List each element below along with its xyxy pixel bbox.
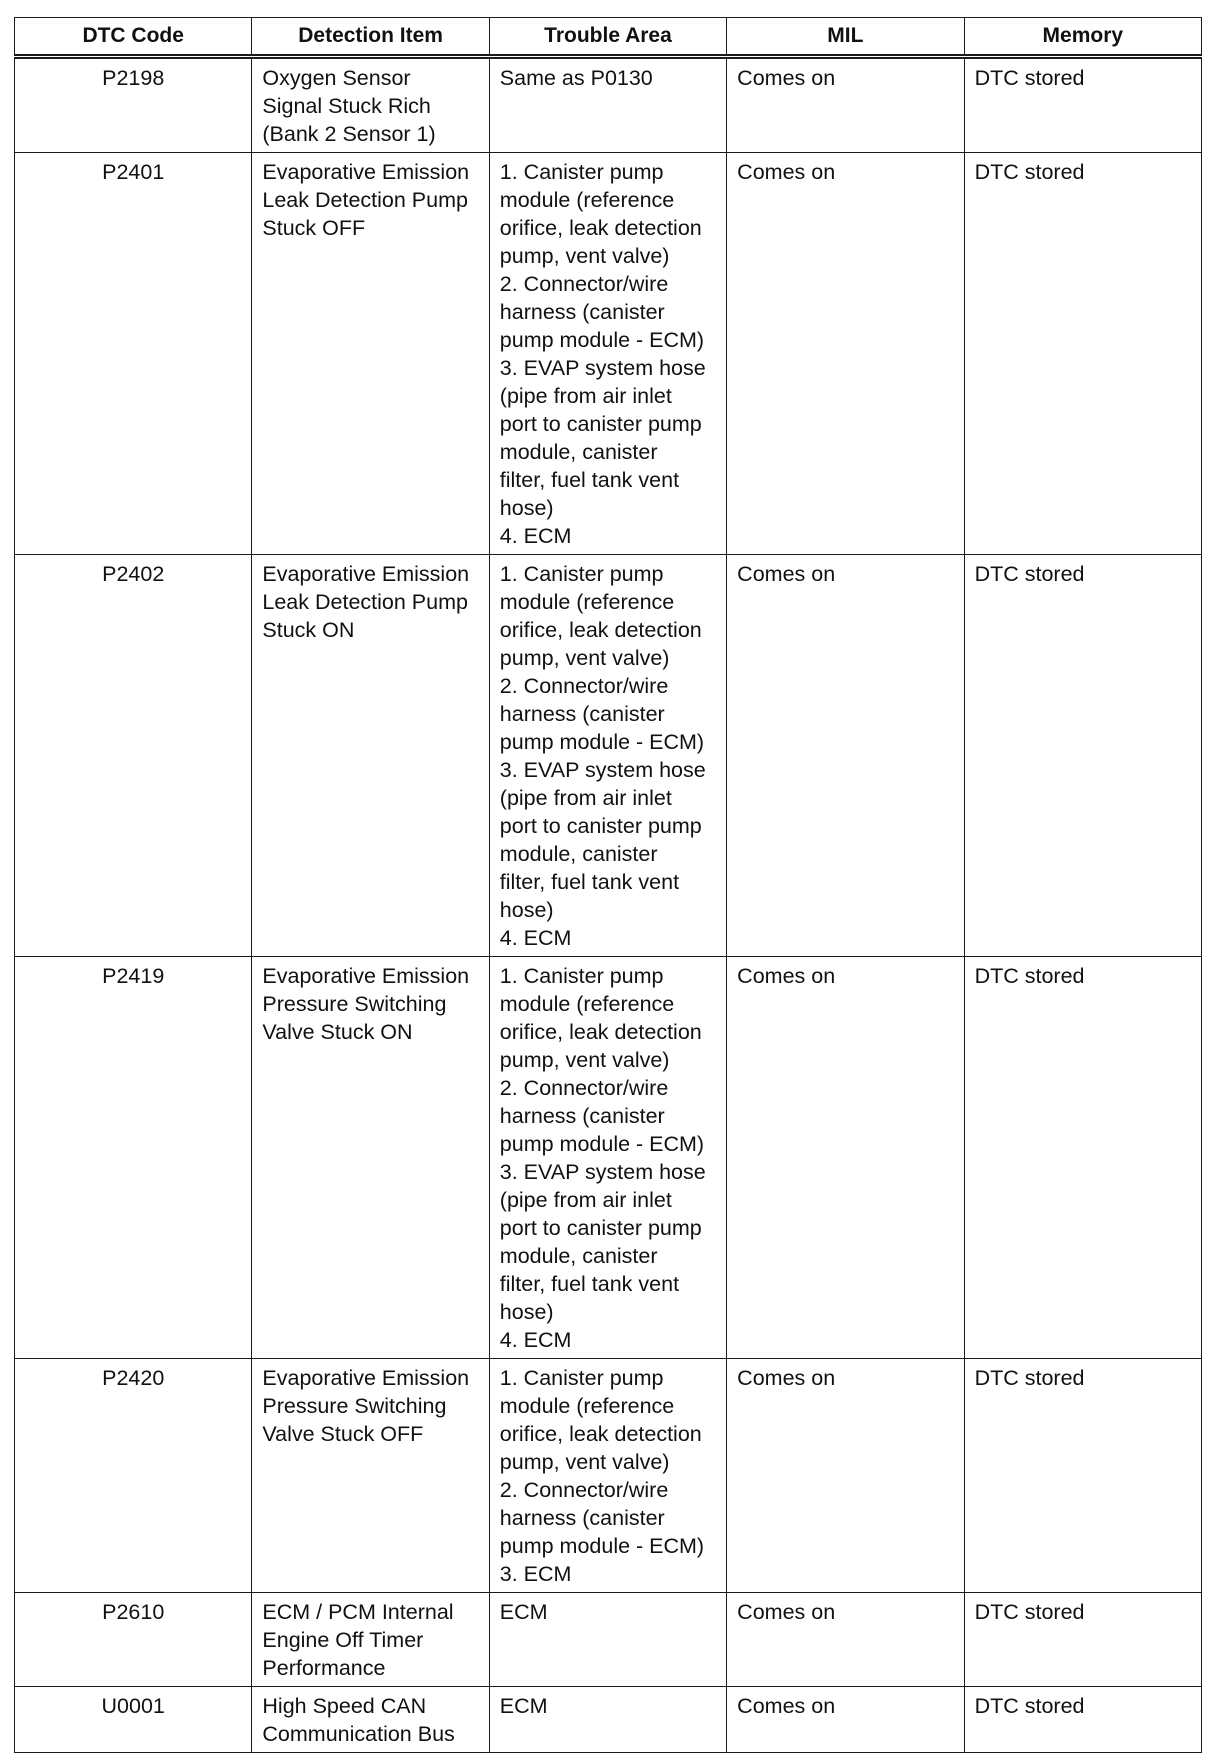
detection-item-cell: Oxygen Sensor Signal Stuck Rich (Bank 2 Sensor 1) bbox=[252, 57, 489, 153]
table-row bbox=[15, 555, 1202, 957]
dtc-code-cell: P2402 bbox=[15, 555, 252, 957]
memory-cell: DTC stored bbox=[964, 555, 1201, 957]
table-row bbox=[15, 957, 1202, 1359]
detection-item-cell: Evaporative Emission Leak Detection Pump Stuck OFF bbox=[252, 153, 489, 555]
mil-cell: Comes on bbox=[727, 57, 964, 153]
mil-cell: Comes on bbox=[727, 1687, 964, 1753]
dtc-code-cell: P2401 bbox=[15, 153, 252, 555]
memory-cell: DTC stored bbox=[964, 153, 1201, 555]
dtc-code-cell: U0001 bbox=[15, 1687, 252, 1753]
dtc-code-cell: P2419 bbox=[15, 957, 252, 1359]
header-dtc-code: DTC Code bbox=[15, 18, 252, 57]
detection-item-cell: Evaporative Emission Pressure Switching Valve Stuck ON bbox=[252, 957, 489, 1359]
table-header bbox=[15, 18, 1202, 57]
table-row bbox=[15, 57, 1202, 153]
memory-cell: DTC stored bbox=[964, 1593, 1201, 1687]
trouble-area-cell: ECM bbox=[489, 1687, 726, 1753]
mil-cell: Comes on bbox=[727, 1593, 964, 1687]
memory-cell: DTC stored bbox=[964, 1359, 1201, 1593]
trouble-area-cell: 1. Canister pump module (reference orifice, leak detection pump, vent valve) 2. Connector/wire harness (canister pump module - ECM) 3. EVAP system hose (pipe from air inlet port to canister pump module, canister filter, fuel tank vent hose) 4. ECM bbox=[489, 555, 726, 957]
detection-item-cell: ECM / PCM Internal Engine Off Timer Performance bbox=[252, 1593, 489, 1687]
trouble-area-cell: ECM bbox=[489, 1593, 726, 1687]
trouble-area-cell: 1. Canister pump module (reference orifice, leak detection pump, vent valve) 2. Connector/wire harness (canister pump module - ECM) 3. ECM bbox=[489, 1359, 726, 1593]
mil-cell: Comes on bbox=[727, 957, 964, 1359]
memory-cell: DTC stored bbox=[964, 957, 1201, 1359]
header-memory: Memory bbox=[964, 18, 1201, 57]
table-row bbox=[15, 1593, 1202, 1687]
table-row bbox=[15, 1359, 1202, 1593]
table-body bbox=[15, 57, 1202, 1753]
dtc-code-cell: P2198 bbox=[15, 57, 252, 153]
table-row bbox=[15, 153, 1202, 555]
header-trouble-area: Trouble Area bbox=[489, 18, 726, 57]
trouble-area-cell: 1. Canister pump module (reference orifice, leak detection pump, vent valve) 2. Connector/wire harness (canister pump module - ECM) 3. EVAP system hose (pipe from air inlet port to canister pump module, canister filter, fuel tank vent hose) 4. ECM bbox=[489, 153, 726, 555]
detection-item-cell: Evaporative Emission Pressure Switching Valve Stuck OFF bbox=[252, 1359, 489, 1593]
mil-cell: Comes on bbox=[727, 1359, 964, 1593]
memory-cell: DTC stored bbox=[964, 57, 1201, 153]
header-mil: MIL bbox=[727, 18, 964, 57]
dtc-table bbox=[14, 17, 1202, 1753]
trouble-area-cell: 1. Canister pump module (reference orifice, leak detection pump, vent valve) 2. Connector/wire harness (canister pump module - ECM) 3. EVAP system hose (pipe from air inlet port to canister pump module, canister filter, fuel tank vent hose) 4. ECM bbox=[489, 957, 726, 1359]
header-row bbox=[15, 18, 1202, 57]
dtc-code-cell: P2420 bbox=[15, 1359, 252, 1593]
detection-item-cell: Evaporative Emission Leak Detection Pump Stuck ON bbox=[252, 555, 489, 957]
trouble-area-cell: Same as P0130 bbox=[489, 57, 726, 153]
mil-cell: Comes on bbox=[727, 153, 964, 555]
mil-cell: Comes on bbox=[727, 555, 964, 957]
memory-cell: DTC stored bbox=[964, 1687, 1201, 1753]
dtc-code-cell: P2610 bbox=[15, 1593, 252, 1687]
table-row bbox=[15, 1687, 1202, 1753]
header-detection-item: Detection Item bbox=[252, 18, 489, 57]
detection-item-cell: High Speed CAN Communication Bus bbox=[252, 1687, 489, 1753]
